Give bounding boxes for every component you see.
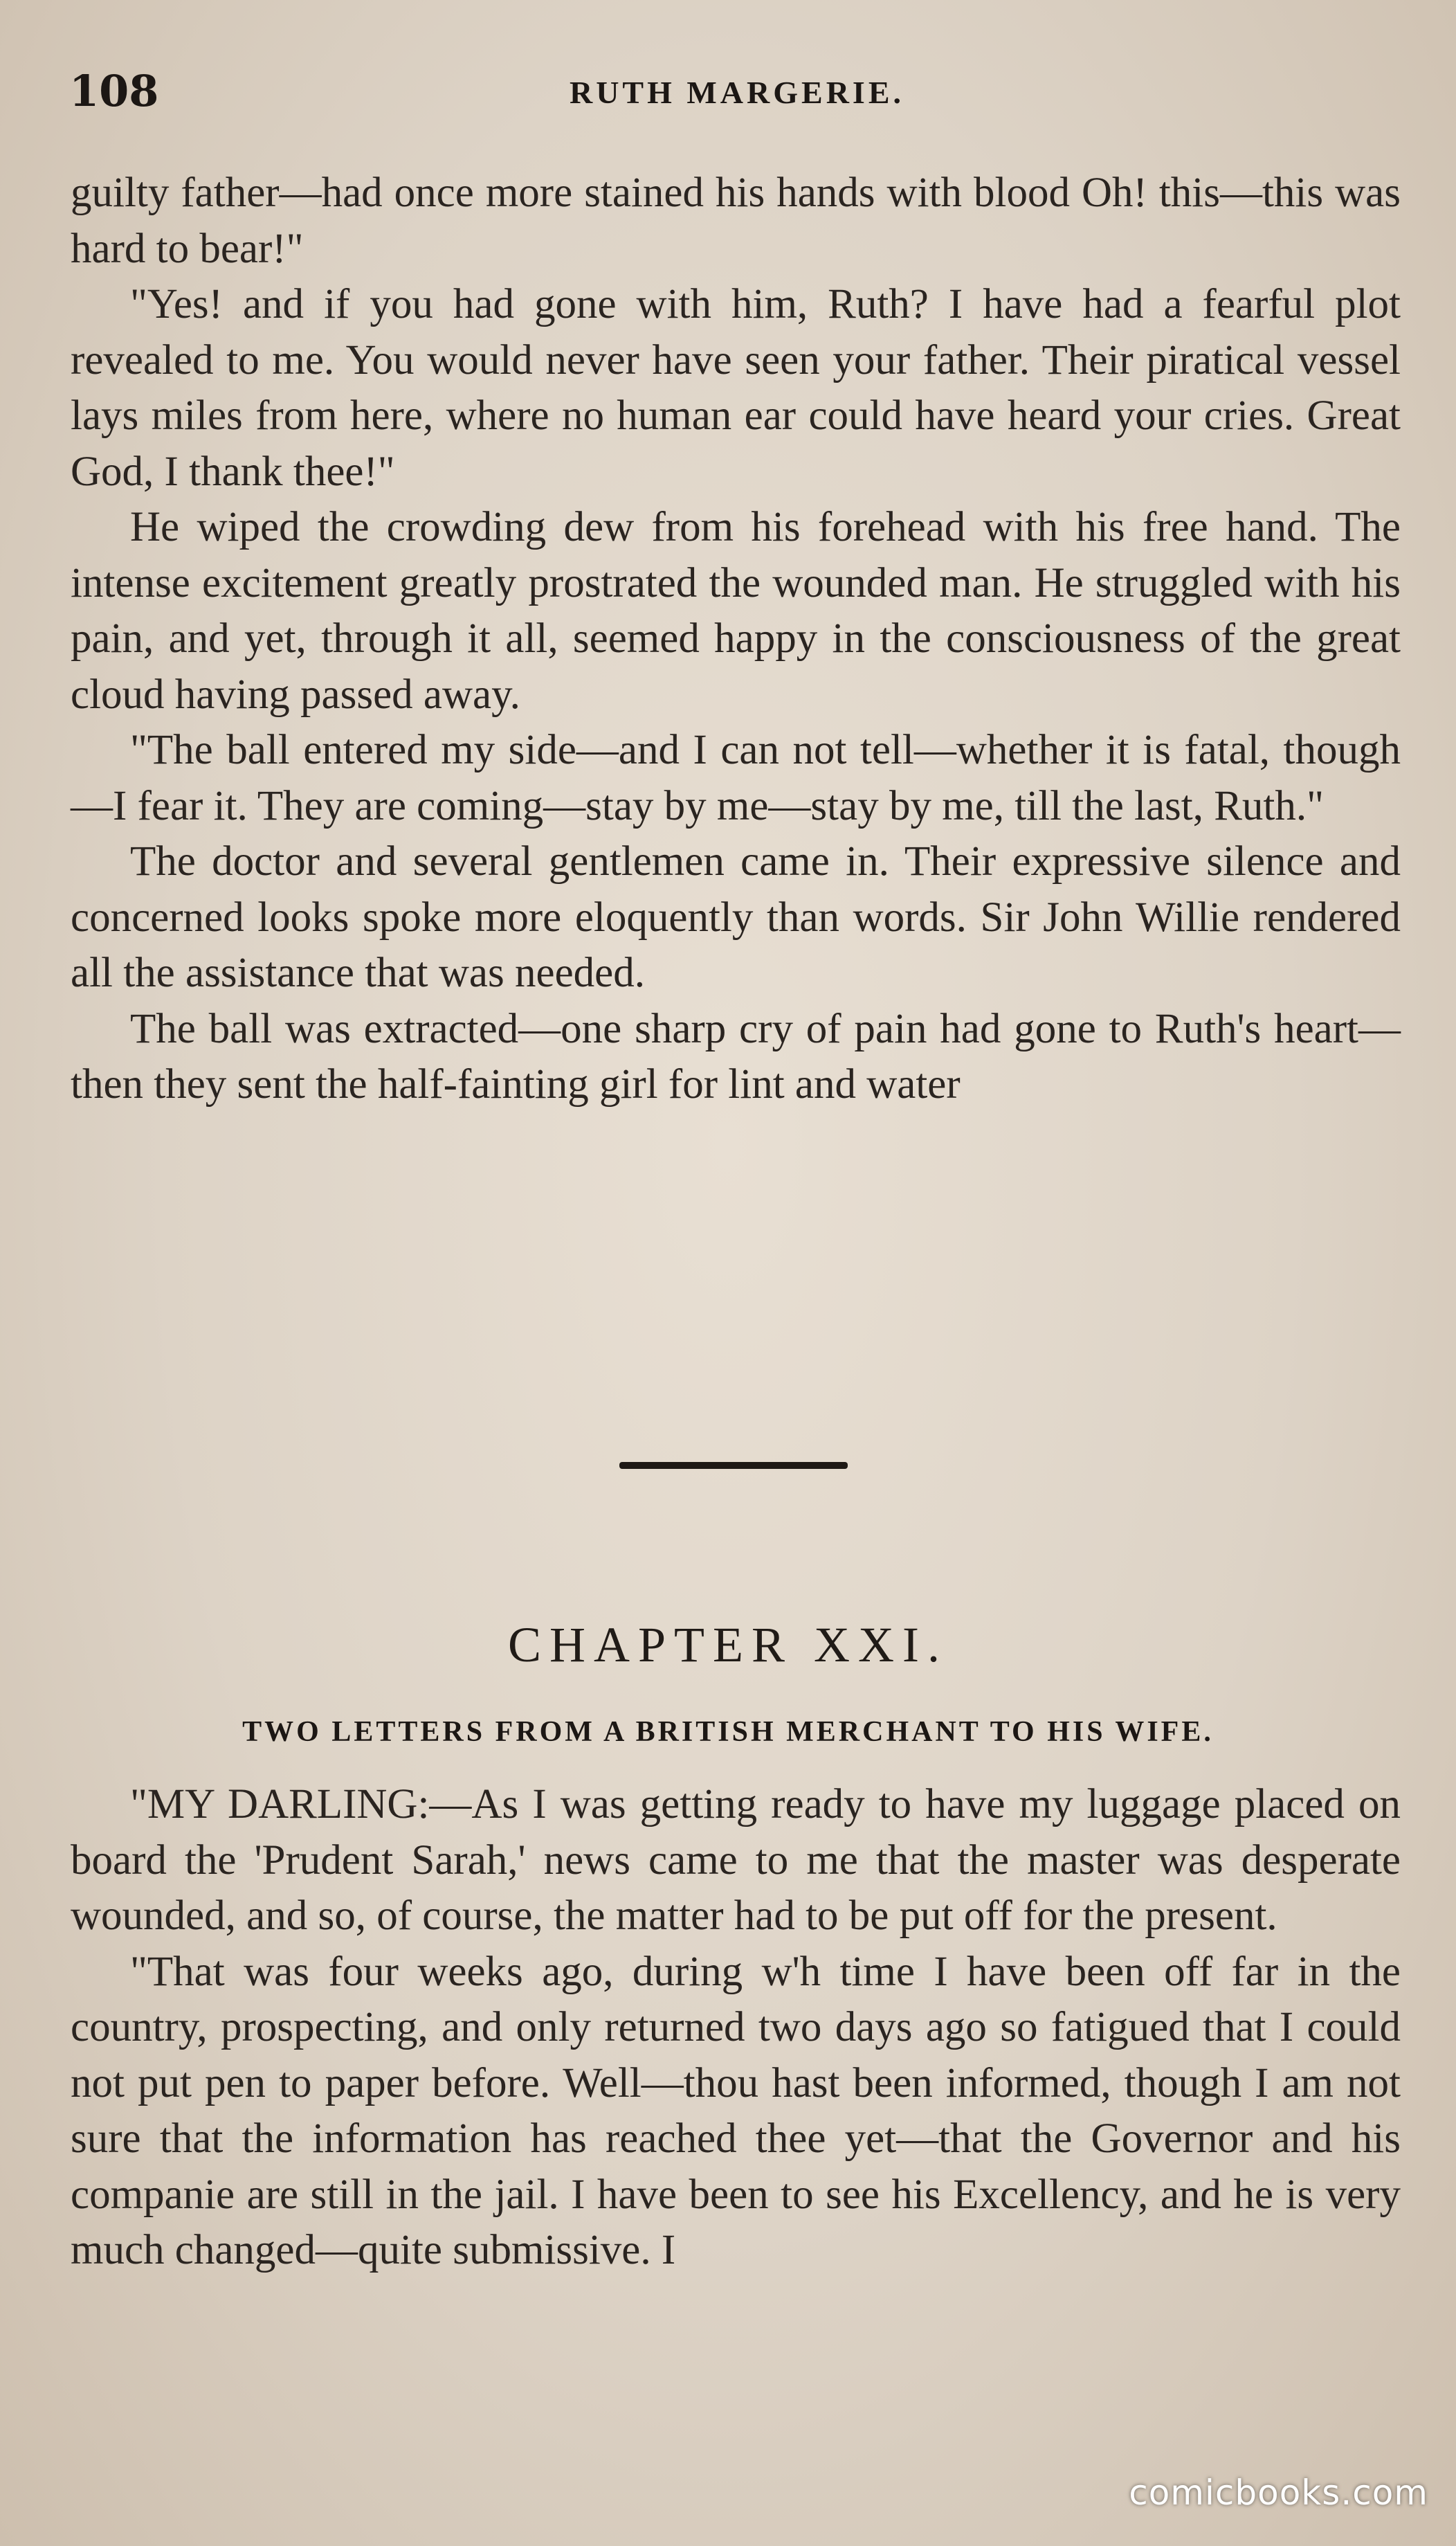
- chapter-title: CHAPTER XXI.: [507, 1617, 948, 1672]
- running-title: RUTH MARGERIE.: [569, 75, 905, 110]
- paragraph: "MY DARLING:—As I was getting ready to have my luggage placed on board the 'Prudent Sarah,' news came to me that the master was desperate wounded, and so, of course, the matter had to be put off for the present.: [71, 1781, 1401, 1939]
- chapter-subtitle: TWO LETTERS FROM A BRITISH MERCHANT TO HIS WIFE.: [242, 1716, 1214, 1748]
- paragraph: The doctor and several gentlemen came in. Their expressive silence and concerned looks spoke more eloquently than words. Sir John Willie rendered all the assistance that was needed.: [71, 838, 1401, 996]
- paragraph: "That was four weeks ago, during w'h time I have been off far in the country, prospecting, and only returned two days ago so fatigued that I could not put pen to paper before. Well—thou hast been informed, though I am not sure that the information has reached thee yet—that the Governor and his companie are still in the jail. I have been to see his Excellency, and he is very much changed—quite submissive. I: [71, 1948, 1401, 2273]
- paragraph: He wiped the crowding dew from his forehead with his free hand. The intense excitement greatly prostrated the wounded man. He struggled with his pain, and yet, through it all, seemed happy in the consciousness of the great cloud having passed away.: [71, 504, 1401, 718]
- page-header: [69, 66, 1405, 121]
- page-number: 108: [69, 66, 159, 116]
- paragraph: guilty father—had once more stained his hands with blood Oh! this—this was hard to bear!": [71, 170, 1401, 272]
- paragraph: "The ball entered my side—and I can not tell—whether it is fatal, though—I fear it. They are coming—stay by me—stay by me, till the last, Ruth.": [71, 727, 1401, 829]
- paragraph: "Yes! and if you had gone with him, Ruth? I have had a fearful plot revealed to me. You would never have seen your father. Their piratical vessel lays miles from here, where no human ear could have heard your cries. Great God, I thank thee!": [71, 281, 1401, 495]
- text-block-chapter: [71, 1777, 1401, 2279]
- watermark: comicbooks.com: [1129, 2473, 1428, 2513]
- text-block-top: [71, 165, 1401, 1113]
- section-divider: [619, 1462, 848, 1469]
- paragraph: The ball was extracted—one sharp cry of pain had gone to Ruth's heart—then they sent the half-fainting girl for lint and water: [71, 1005, 1401, 1108]
